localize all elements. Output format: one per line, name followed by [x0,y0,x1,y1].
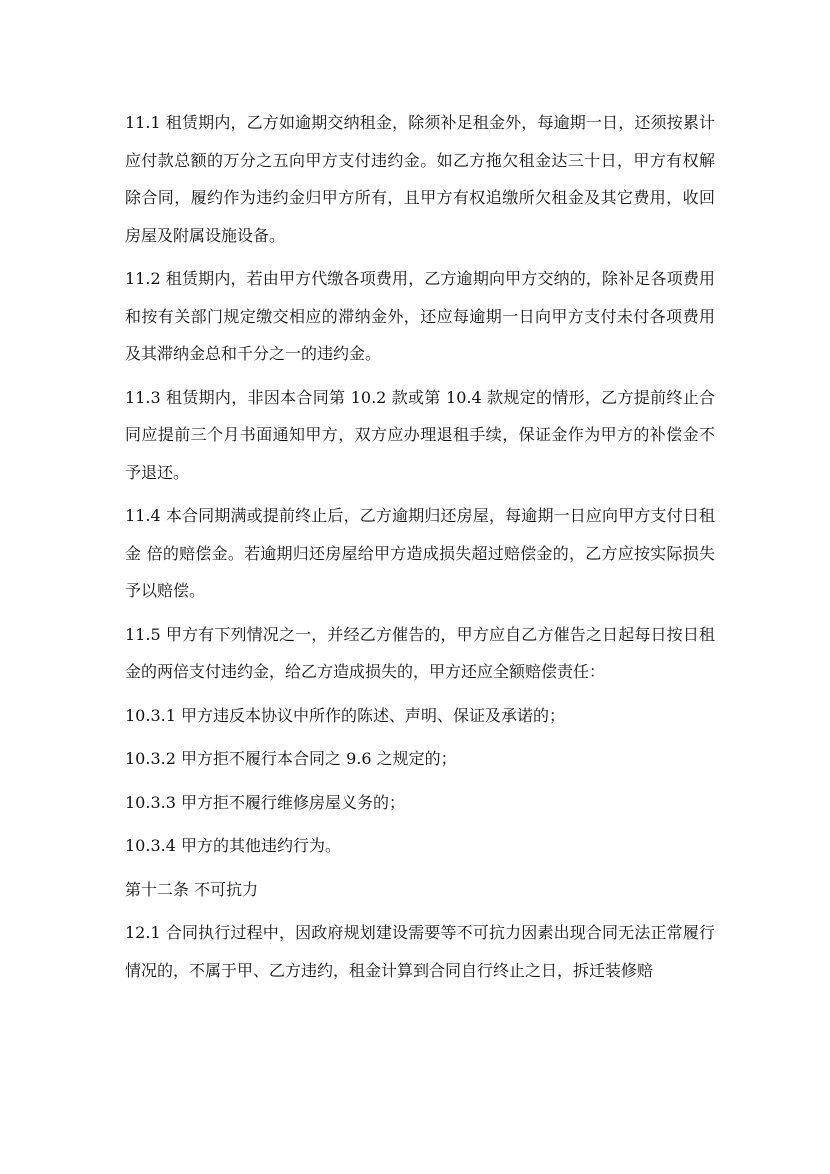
clause-10-3-2: 10.3.2 甲方拒不履行本合同之 9.6 之规定的； [125,749,457,768]
clause-11-1: 11.1 租赁期内，乙方如逾期交纳租金，除须补足租金外，每逾期一日，还须按累计应付款总额的万分之五向甲方支付违约金。如乙方拖欠租金达三十日，甲方有权解除合同，履约作为违约金归甲方所有，且甲方有权追缴所欠租金及其它费用，收回房屋及附属设施设备。 [125,113,715,245]
article-12-heading: 第十二条 不可抗力 [125,879,259,899]
clause-12-1: 12.1 合同执行过程中，因政府规划建设需要等不可抗力因素出现合同无法正常履行情况的，不属于甲、乙方违约，租金计算到合同自行终止之日，拆迁装修赔 [125,923,715,980]
clause-11-2: 11.2 租赁期内，若由甲方代缴各项费用，乙方逾期向甲方交纳的，除补足各项费用和按有关部门规定缴交相应的滞纳金外，还应每逾期一日向甲方支付未付各项费用及其滞纳金总和千分之一的违约金。 [125,269,715,363]
clause-11-4: 11.4 本合同期满或提前终止后，乙方逾期归还房屋，每逾期一日应向甲方支付日租金 倍的赔偿金。若逾期归还房屋给甲方造成损失超过赔偿金的，乙方应按实际损失予以赔偿。 [125,506,715,600]
clause-11-5: 11.5 甲方有下列情况之一，并经乙方催告的，甲方应自乙方催告之日起每日按日租金的两倍支付违约金，给乙方造成损失的，甲方还应全额赔偿责任： [125,624,715,681]
clause-10-3-4: 10.3.4 甲方的其他违约行为。 [125,836,341,855]
clause-10-3-1: 10.3.1 甲方违反本协议中所作的陈述、声明、保证及承诺的； [125,705,565,725]
clause-10-3-3: 10.3.3 甲方拒不履行维修房屋义务的； [125,792,405,812]
clause-11-3: 11.3 租赁期内，非因本合同第 10.2 款或第 10.4 款规定的情形，乙方提前终止合同应提前三个月书面通知甲方，双方应办理退租手续，保证金作为甲方的补偿金不予退还。 [125,387,715,482]
document-body [125,104,715,995]
